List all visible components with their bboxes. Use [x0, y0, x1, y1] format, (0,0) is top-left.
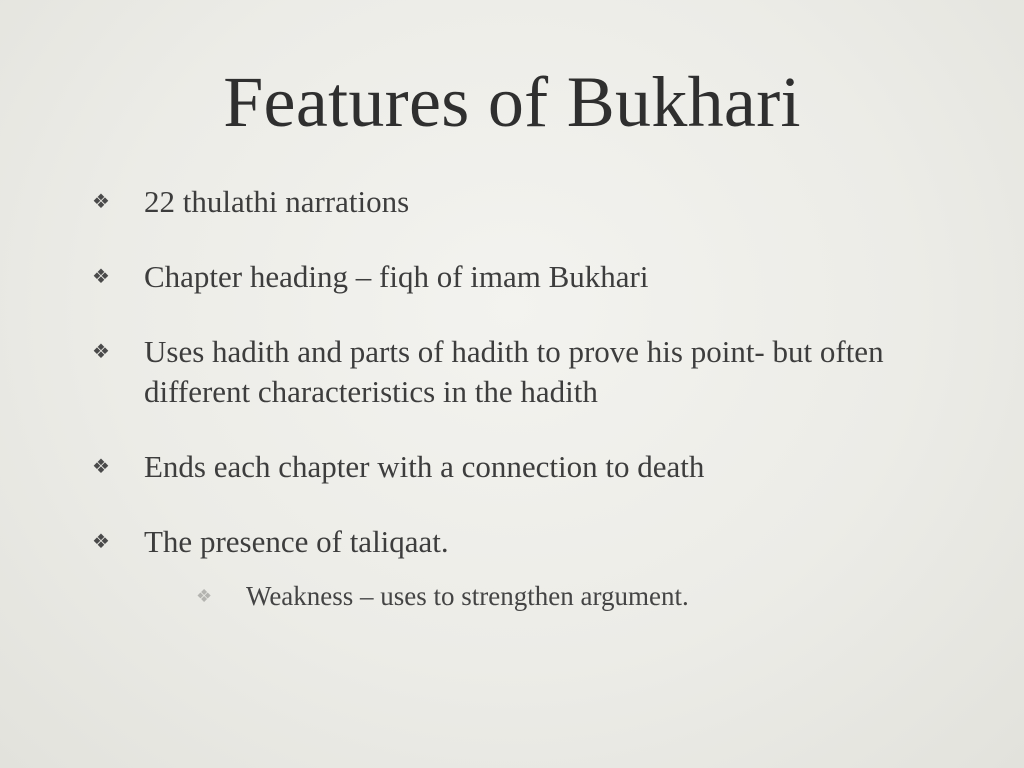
bullet-item — [92, 182, 972, 222]
bullet-item — [92, 257, 972, 297]
sub-bullet-item — [196, 578, 972, 614]
bullet-item — [92, 332, 972, 412]
diamond-flourish-icon: ❖ — [92, 191, 110, 213]
diamond-flourish-icon: ❖ — [196, 586, 213, 606]
slide-title: Features of Bukhari — [223, 62, 801, 142]
bullet-text: Uses hadith and parts of hadith to prove his point- but often different characteristics in the hadith — [144, 334, 884, 409]
bullet-text: 22 thulathi narrations — [144, 184, 410, 219]
diamond-flourish-icon: ❖ — [92, 531, 110, 553]
sub-bullet-text: Weakness – uses to strengthen argument. — [246, 581, 689, 611]
diamond-flourish-icon: ❖ — [92, 456, 110, 478]
bullet-item — [92, 522, 972, 614]
diamond-flourish-icon: ❖ — [92, 266, 110, 288]
bullet-item — [92, 447, 972, 487]
bullet-list — [92, 182, 972, 614]
bullet-text: The presence of taliqaat. — [144, 524, 449, 559]
bullet-text: Ends each chapter with a connection to death — [144, 449, 705, 484]
bullet-text: Chapter heading – fiqh of imam Bukhari — [144, 259, 649, 294]
diamond-flourish-icon: ❖ — [92, 341, 110, 363]
